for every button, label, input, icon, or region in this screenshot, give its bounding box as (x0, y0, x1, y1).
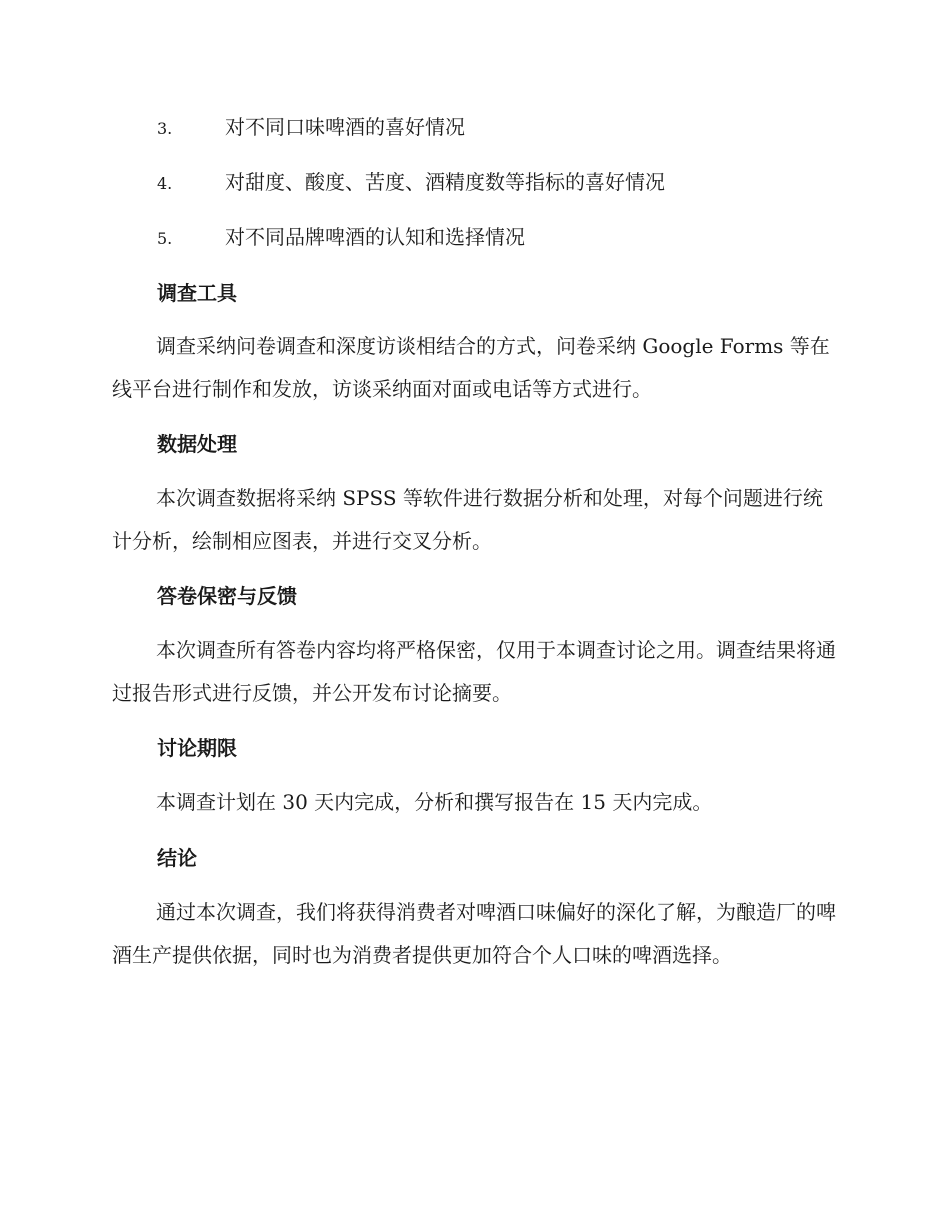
list-text: 对甜度、酸度、苦度、酒精度数等指标的喜好情况 (225, 170, 665, 194)
section-body-conclusion: 通过本次调查，我们将获得消费者对啤酒口味偏好的深化了解，为酿造厂的啤酒生产提供依据，同时也为消费者提供更加符合个人口味的啤酒选择。 (112, 900, 836, 967)
list-number: 3. (157, 119, 173, 138)
section-heading-confidentiality: 答卷保密与反馈 (157, 584, 297, 608)
section-heading-tools: 调查工具 (157, 281, 237, 305)
section-body-data-processing: 本次调查数据将采纳 SPSS 等软件进行数据分析和处理，对每个问题进行统计分析，绘制相应图表，并进行交叉分析。 (112, 486, 823, 553)
section-body-timeline: 本调查计划在 30 天内完成，分析和撰写报告在 15 天内完成。 (156, 790, 713, 814)
list-number: 4. (157, 174, 173, 193)
list-text: 对不同品牌啤酒的认知和选择情况 (225, 225, 525, 249)
section-heading-conclusion: 结论 (157, 846, 197, 870)
section-body-confidentiality: 本次调查所有答卷内容均将严格保密，仅用于本调查讨论之用。调查结果将通过报告形式进行反馈，并公开发布讨论摘要。 (112, 638, 836, 705)
list-item (157, 224, 525, 252)
section-body-tools: 调查采纳问卷调查和深度访谈相结合的方式，问卷采纳 Google Forms 等在线平台进行制作和发放，访谈采纳面对面或电话等方式进行。 (112, 334, 830, 401)
section-heading-timeline: 讨论期限 (157, 736, 237, 760)
list-number: 5. (157, 229, 173, 248)
list-text: 对不同口味啤酒的喜好情况 (225, 115, 465, 139)
list-item (157, 169, 665, 197)
list-item (157, 114, 465, 142)
section-heading-data-processing: 数据处理 (157, 432, 237, 456)
